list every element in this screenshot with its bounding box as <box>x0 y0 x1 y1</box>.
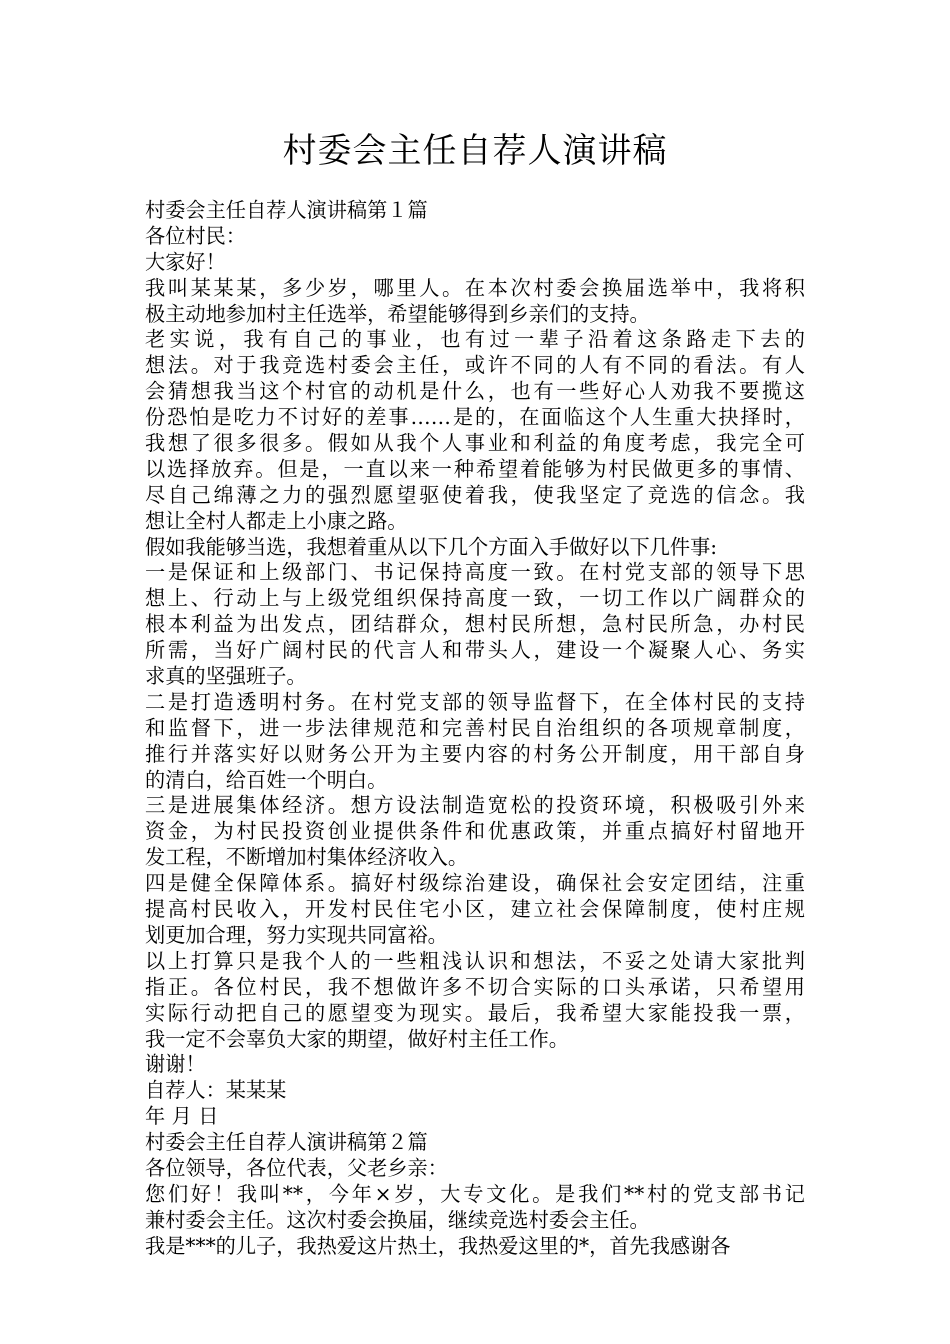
text-line: 以上打算只是我个人的一些粗浅认识和想法，不妥之处请大家批判 <box>145 948 805 973</box>
document-title: 村委会主任自荐人演讲稿 <box>282 131 668 171</box>
text-line: 求真的坚强班子。 <box>145 664 307 689</box>
text-line: 根本利益为出发点，团结群众，想村民所想，急村民所急，办村民 <box>145 612 805 637</box>
text-line: 我想了很多很多。假如从我个人事业和利益的角度考虑，我完全可 <box>145 431 805 456</box>
text-line: 的清白，给百姓一个明白。 <box>145 767 388 792</box>
text-line: 尽自己绵薄之力的强烈愿望驱使着我，使我坚定了竞选的信念。我 <box>145 482 805 507</box>
text-line: 极主动地参加村主任选举，希望能够得到乡亲们的支持。 <box>145 301 650 326</box>
text-line: 一是保证和上级部门、书记保持高度一致。在村党支部的领导下思 <box>145 560 805 585</box>
text-line: 份恐怕是吃力不讨好的差事……是的，在面临这个人生重大抉择时， <box>145 405 805 430</box>
text-line: 四是健全保障体系。搞好村级综治建设，确保社会安定团结，注重 <box>145 871 805 896</box>
text-line: 您们好！我叫**，今年×岁，大专文化。是我们**村的党支部书记 <box>145 1181 805 1206</box>
text-line: 村委会主任自荐人演讲稿第１篇 <box>145 198 428 222</box>
text-line: 提高村民收入，开发村民住宅小区，建立社会保障制度，使村庄规 <box>145 897 805 922</box>
text-line: 兼村委会主任。这次村委会换届，继续竞选村委会主任。 <box>145 1207 650 1232</box>
text-line: 我叫某某某，多少岁，哪里人。在本次村委会换届选举中，我将积 <box>145 275 805 300</box>
text-line: 划更加合理，努力实现共同富裕。 <box>145 922 448 947</box>
text-line: 自荐人：某某某 <box>145 1078 287 1103</box>
text-line: 资金，为村民投资创业提供条件和优惠政策，并重点搞好村留地开 <box>145 819 805 844</box>
text-line: 老实说，我有自己的事业，也有过一辈子沿着这条路走下去的 <box>145 327 805 352</box>
text-line: 各位村民： <box>145 223 246 248</box>
text-line: 和监督下，进一步法律规范和完善村民自治组织的各项规章制度， <box>145 715 805 740</box>
text-line: 假如我能够当选，我想着重从以下几个方面入手做好以下几件事: <box>145 534 718 559</box>
text-line: 实际行动把自己的愿望变为现实。最后，我希望大家能投我一票， <box>145 1000 805 1025</box>
text-line: 指正。各位村民，我不想做许多不切合实际的口头承诺，只希望用 <box>145 974 805 999</box>
text-line: 会猜想我当这个村官的动机是什么，也有一些好心人劝我不要揽这 <box>145 379 805 404</box>
text-line: 想上、行动上与上级党组织保持高度一致，一切工作以广阔群众的 <box>145 586 805 611</box>
text-line: 所需，当好广阔村民的代言人和带头人，建设一个凝聚人心、务实 <box>145 638 805 663</box>
text-line: 各位领导，各位代表，父老乡亲： <box>145 1155 448 1180</box>
text-line: 想法。对于我竞选村委会主任，或许不同的人有不同的看法。有人 <box>145 353 805 378</box>
text-line: 年 月 日 <box>145 1104 219 1129</box>
text-line: 二是打造透明村务。在村党支部的领导监督下，在全体村民的支持 <box>145 689 805 714</box>
text-line: 大家好！ <box>145 249 226 274</box>
text-line: 村委会主任自荐人演讲稿第２篇 <box>145 1130 428 1155</box>
text-line: 我一定不会辜负大家的期望，做好村主任工作。 <box>145 1026 569 1051</box>
text-line: 想让全村人都走上小康之路。 <box>145 508 408 533</box>
text-line: 三是进展集体经济。想方设法制造宽松的投资环境，积极吸引外来 <box>145 793 805 818</box>
document-body <box>145 198 805 1260</box>
text-line: 谢谢！ <box>145 1052 206 1077</box>
text-line: 我是***的儿子，我热爱这片热土，我热爱这里的*，首先我感谢各 <box>145 1233 731 1258</box>
text-line: 以选择放弃。但是，一直以来一种希望着能够为村民做更多的事情、 <box>145 456 805 481</box>
text-line: 发工程，不断增加村集体经济收入。 <box>145 845 469 870</box>
text-line: 推行并落实好以财务公开为主要内容的村务公开制度，用干部自身 <box>145 741 805 766</box>
